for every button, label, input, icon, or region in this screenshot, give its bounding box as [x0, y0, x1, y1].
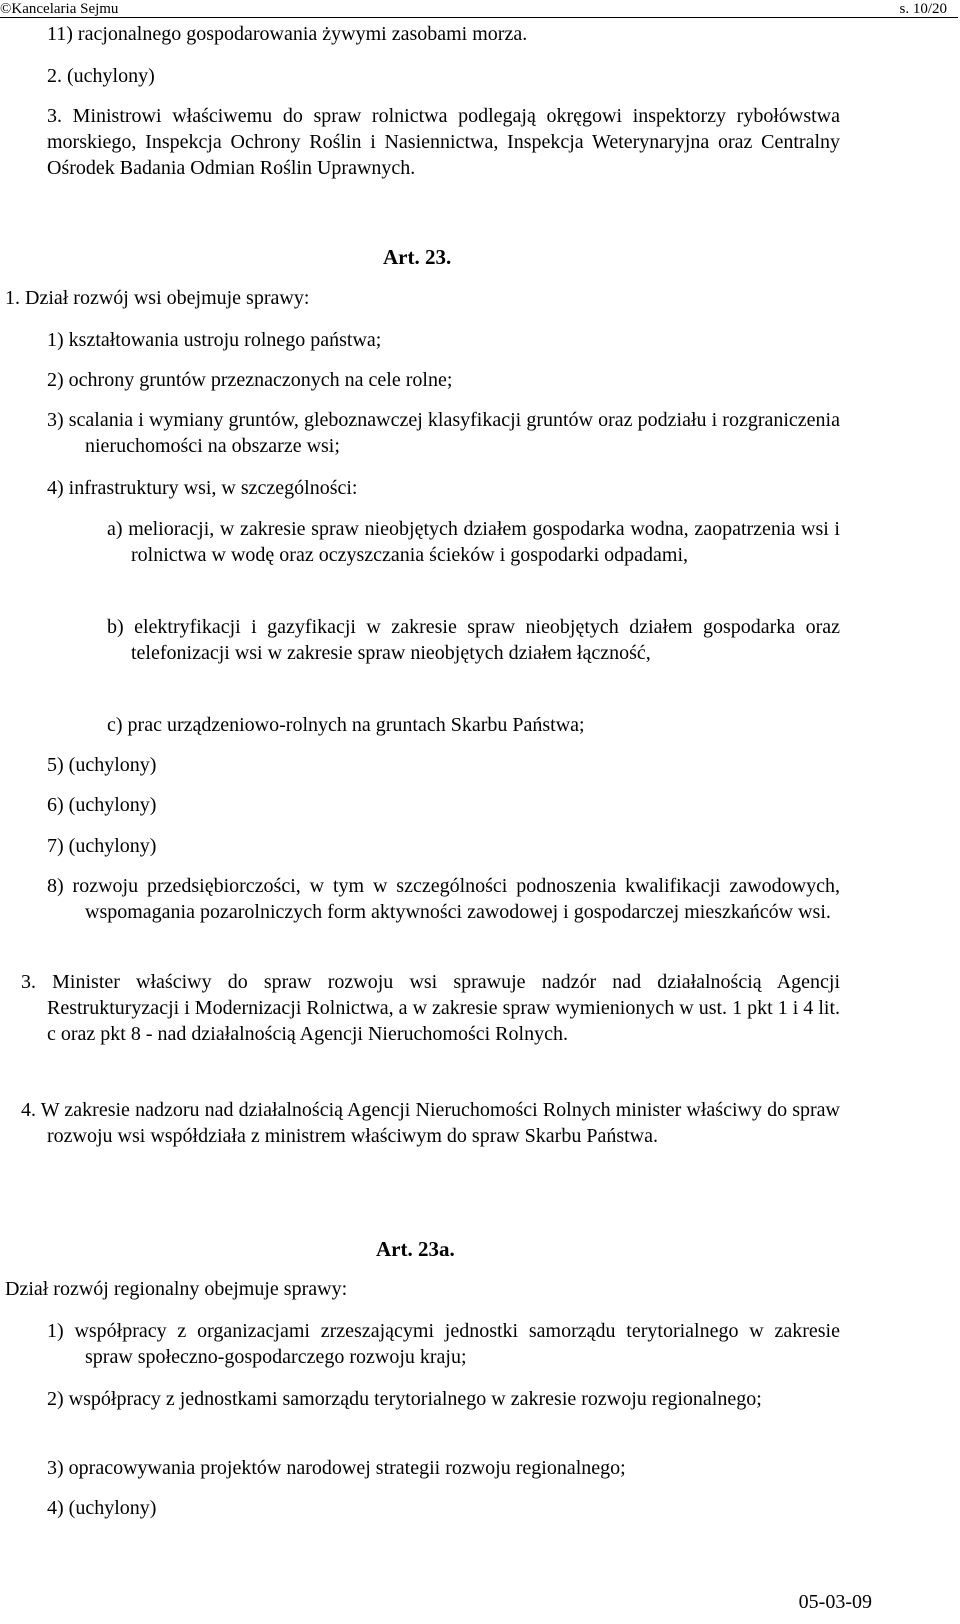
list-item: 1) kształtowania ustroju rolnego państwa;	[47, 329, 382, 351]
list-item: 2) współpracy z jednostkami samorządu terytorialnego w zakresie rozwoju regionalnego;	[47, 1388, 762, 1410]
list-item: 8) rozwoju przedsiębiorczości, w tym w szczególności podnoszenia kwalifikacji zawodowych, wspomagania pozarolniczych form aktywności zawodowej i gospodarczej mieszkańców wsi.	[47, 875, 840, 923]
list-item: 3) scalania i wymiany gruntów, gleboznawczej klasyfikacji gruntów oraz podziału i rozgraniczenia nieruchomości na obszarze wsi;	[47, 409, 840, 457]
page-header	[0, 0, 960, 18]
header-rule	[0, 17, 958, 18]
list-item: 6) (uchylony)	[47, 794, 157, 816]
point-11: 11) racjonalnego gospodarowania żywymi zasobami morza.	[47, 23, 528, 45]
sub-item-c: c) prac urządzeniowo-rolnych na gruntach Skarbu Państwa;	[107, 714, 585, 736]
sub-item-a: a) melioracji, w zakresie spraw nieobjętych działem gospodarka wodna, zaopatrzenia wsi i rolnictwa w wodę oraz oczyszczania ścieków i gospodarki odpadami,	[107, 518, 840, 566]
list-item: 2) ochrony gruntów przeznaczonych na cele rolne;	[47, 369, 453, 391]
article-23-paragraph-4: 4. W zakresie nadzoru nad działalnością Agencji Nieruchomości Rolnych minister właściwy do spraw rozwoju wsi współdziała z ministrem właściwym do spraw Skarbu Państwa.	[21, 1099, 840, 1147]
list-item: 1) współpracy z organizacjami zrzeszającymi jednostki samorządu terytorialnego w zakresie spraw społeczno-gospodarczego rozwoju kraju;	[47, 1320, 840, 1368]
article-23-heading: Art. 23.	[383, 245, 452, 269]
article-23a-intro: Dział rozwój regionalny obejmuje sprawy:	[5, 1278, 348, 1300]
paragraph-3: 3. Ministrowi właściwemu do spraw rolnictwa podlegają okręgowi inspektorzy rybołówstwa morskiego, Inspekcja Ochrony Roślin i Nasiennictwa, Inspekcja Weterynaryjna oraz Centralny Ośrodek Badania Odmian Roślin Uprawnych.	[47, 105, 840, 179]
list-item: 7) (uchylony)	[47, 835, 157, 857]
article-23a-heading: Art. 23a.	[376, 1237, 455, 1261]
list-item: 5) (uchylony)	[47, 754, 157, 776]
list-item: 4) infrastruktury wsi, w szczególności:	[47, 477, 358, 499]
publisher-label: ©Kancelaria Sejmu	[0, 1, 119, 17]
paragraph-2: 2. (uchylony)	[47, 65, 155, 87]
page-number: s. 10/20	[899, 1, 947, 17]
sub-item-b: b) elektryfikacji i gazyfikacji w zakresie spraw nieobjętych działem gospodarka oraz telefonizacji wsi w zakresie spraw nieobjętych działem łączność,	[107, 616, 840, 664]
article-23-intro: 1. Dział rozwój wsi obejmuje sprawy:	[5, 287, 310, 309]
list-item: 3) opracowywania projektów narodowej strategii rozwoju regionalnego;	[47, 1457, 626, 1479]
footer-date: 05-03-09	[798, 1591, 872, 1613]
list-item: 4) (uchylony)	[47, 1497, 157, 1519]
article-23-paragraph-3: 3. Minister właściwy do spraw rozwoju wsi sprawuje nadzór nad działalnością Agencji Restrukturyzacji i Modernizacji Rolnictwa, a w zakresie spraw wymienionych w ust. 1 pkt 1 i 4 lit. c oraz pkt 8 - nad działalnością Agencji Nieruchomości Rolnych.	[21, 971, 840, 1045]
